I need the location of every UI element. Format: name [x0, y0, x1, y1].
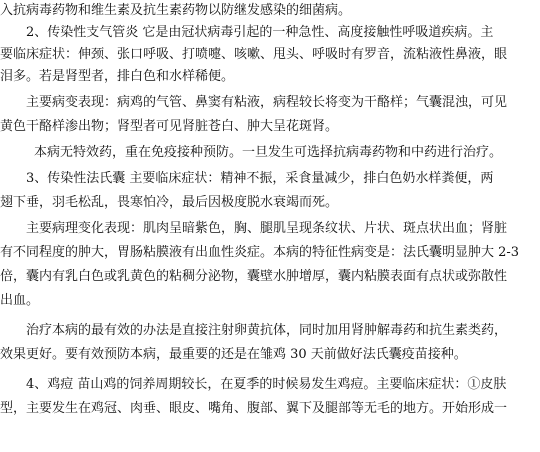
text-line-7: 本病无特效药，重在免疫接种预防。一旦发生可选择抗病毒药物和中药进行治疗。	[34, 145, 503, 160]
text-line-4: 泪多。若是肾型者，排白色和水样稀便。	[0, 69, 235, 84]
text-line-5: 主要病变表现：病鸡的气管、鼻窦有粘液，病程较长将变为干酪样；气囊混浊，可见	[26, 95, 508, 110]
text-line-11: 有不同程度的肿大，胃肠粘膜液有出血性炎症。本病的特征性病变是：法氏囊明显肿大 2-3	[0, 245, 520, 260]
section-heading-infectious-bronchitis: 2、传染性支气管炎 它是由冠状病毒引起的一种急性、高度接触性呼吸道疾病。主	[26, 25, 494, 40]
text-line-6: 黄色干酪样渗出物；肾型者可见肾脏苍白、肿大呈花斑肾。	[0, 119, 339, 134]
text-line-3: 要临床症状：伸颈、张口呼吸、打喷嚏、咳嗽、甩头、呼吸时有罗音，流粘液性鼻液，眼	[0, 47, 508, 62]
text-line-13: 出血。	[0, 293, 40, 308]
text-line-15: 效果更好。要有效预防本病，最重要的还是在雏鸡 30 天前做好法氏囊疫苗接种。	[0, 347, 467, 362]
text-line-10: 主要病理变化表现：肌肉呈暗紫色，胸、腿肌呈现条纹状、片状、斑点状出血；肾脏	[26, 221, 508, 236]
text-line-9: 翅下垂，羽毛松乱，畏寒怕冷，最后因极度脱水衰竭而死。	[0, 195, 339, 210]
section-heading-fowl-pox: 4、鸡痘 苗山鸡的饲养周期较长，在夏季的时候易发生鸡痘。主要临床症状：①皮肤	[26, 377, 507, 392]
text-line-14: 治疗本病的最有效的办法是直接注射卵黄抗体，同时加用肾肿解毒药和抗生素类药，	[26, 323, 508, 338]
text-line-12: 倍，囊内有乳白色或乳黄色的粘稠分泌物，囊壁水肿增厚，囊内粘膜表面有点状或弥散性	[0, 269, 508, 284]
section-heading-infectious-bursal-disease: 3、传染性法氏囊 主要临床症状：精神不振，采食量减少，排白色奶水样粪便，两	[26, 171, 494, 186]
text-line-17: 型，主要发生在鸡冠、肉垂、眼皮、嘴角、腹部、翼下及腿部等无毛的地方。开始形成一	[0, 401, 508, 416]
text-line-1: 入抗病毒药物和维生素及抗生素药物以防继发感染的细菌病。	[0, 3, 352, 18]
